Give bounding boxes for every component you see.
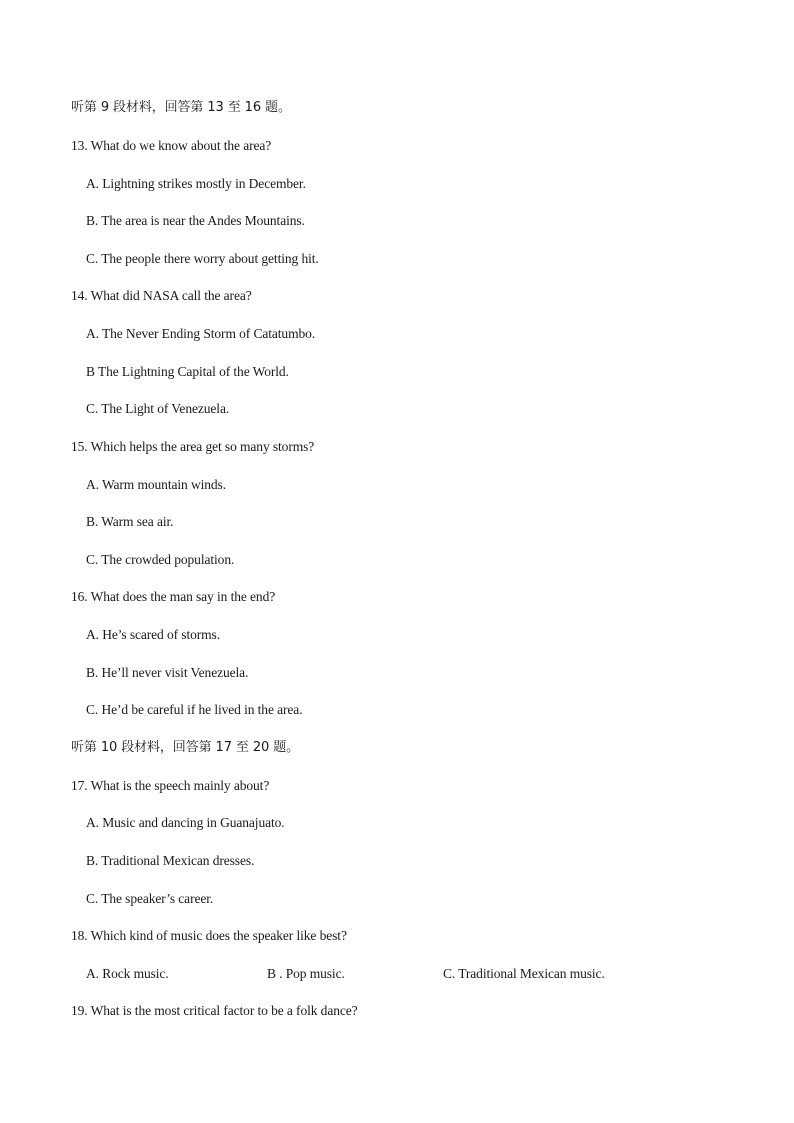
question-stem: 13. What do we know about the area? bbox=[71, 138, 272, 153]
answer-option: A. Music and dancing in Guanajuato. bbox=[86, 815, 285, 830]
answer-option: C. The speaker’s career. bbox=[86, 891, 214, 906]
section-header: 听第 10 段材料，回答第 17 至 20 题。 bbox=[71, 740, 300, 755]
answer-option: B. Traditional Mexican dresses. bbox=[86, 853, 255, 868]
answer-option: C. The people there worry about getting hit. bbox=[86, 251, 319, 266]
question-stem: 15. Which helps the area get so many storms? bbox=[71, 439, 315, 454]
answer-option: B The Lightning Capital of the World. bbox=[86, 364, 289, 379]
question-stem: 14. What did NASA call the area? bbox=[71, 288, 252, 303]
answer-option: C. The Light of Venezuela. bbox=[86, 401, 230, 416]
question-stem: 16. What does the man say in the end? bbox=[71, 589, 276, 604]
question-stem: 19. What is the most critical factor to be a folk dance? bbox=[71, 1003, 358, 1018]
answer-option: C. He’d be careful if he lived in the area. bbox=[86, 702, 303, 717]
answer-option: A. Warm mountain winds. bbox=[86, 477, 226, 492]
question-stem: 18. Which kind of music does the speaker like best? bbox=[71, 928, 347, 943]
answer-option: A. Rock music. bbox=[86, 966, 169, 981]
answer-option: A. Lightning strikes mostly in December. bbox=[86, 176, 306, 191]
section-header: 听第 9 段材料，回答第 13 至 16 题。 bbox=[71, 100, 291, 115]
answer-option: B. Warm sea air. bbox=[86, 514, 174, 529]
question-stem: 17. What is the speech mainly about? bbox=[71, 778, 270, 793]
answer-option: C. The crowded population. bbox=[86, 552, 235, 567]
answer-option: B. He’ll never visit Venezuela. bbox=[86, 665, 249, 680]
answer-option: A. He’s scared of storms. bbox=[86, 627, 220, 642]
answer-option: B. The area is near the Andes Mountains. bbox=[86, 213, 305, 228]
answer-option: C. Traditional Mexican music. bbox=[443, 966, 605, 981]
answer-option: A. The Never Ending Storm of Catatumbo. bbox=[86, 326, 316, 341]
answer-option: B . Pop music. bbox=[267, 966, 345, 981]
